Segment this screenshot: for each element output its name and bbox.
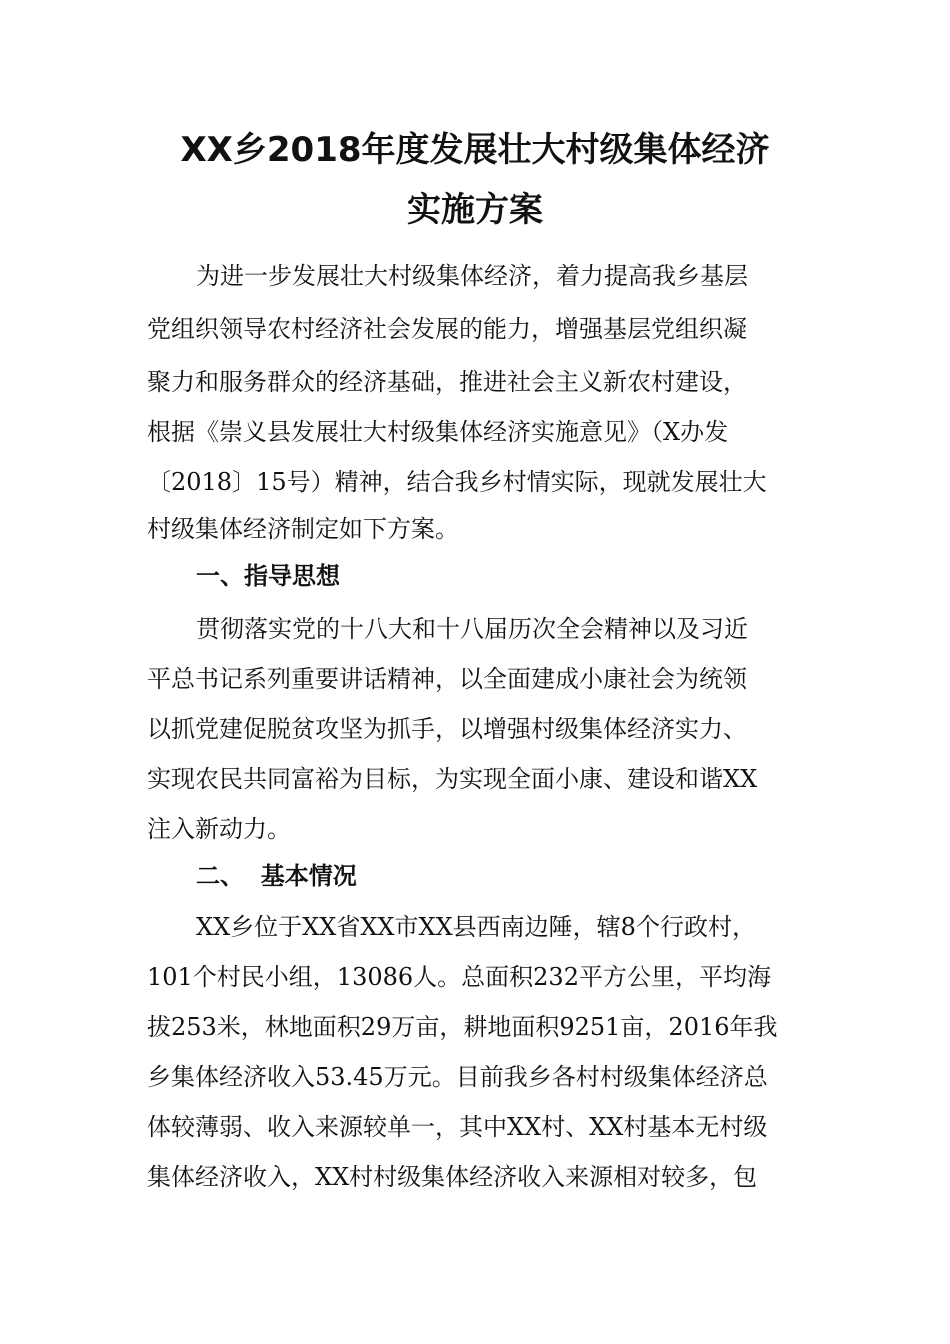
- intro-line: 〔2018〕15号）精神，结合我乡村情实际，现就发展壮大: [147, 468, 767, 496]
- section1-line: 贯彻落实党的十八大和十八届历次全会精神以及习近: [196, 615, 748, 643]
- intro-line: 村级集体经济制定如下方案。: [147, 515, 459, 543]
- section-heading-basic-situation: 二、 基本情况: [196, 862, 357, 890]
- section1-line: 平总书记系列重要讲话精神，以全面建成小康社会为统领: [147, 665, 747, 693]
- intro-line: 聚力和服务群众的经济基础，推进社会主义新农村建设，: [147, 368, 747, 396]
- intro-line: 为进一步发展壮大村级集体经济，着力提高我乡基层: [196, 262, 748, 290]
- intro-line: 党组织领导农村经济社会发展的能力，增强基层党组织凝: [147, 315, 747, 343]
- section2-line: 乡集体经济收入53.45万元。目前我乡各村村级集体经济总: [147, 1063, 768, 1091]
- document-title-line-2: 实施方案: [407, 190, 543, 230]
- section1-line: 实现农民共同富裕为目标，为实现全面小康、建设和谐XX: [147, 765, 758, 793]
- intro-line: 根据《崇义县发展壮大村级集体经济实施意见》（X办发: [147, 418, 729, 446]
- section2-line: 集体经济收入，XX村村级集体经济收入来源相对较多，包: [147, 1163, 758, 1191]
- section2-line: 拔253米，林地面积29万亩，耕地面积9251亩，2016年我: [147, 1013, 778, 1041]
- section1-line: 注入新动力。: [147, 815, 291, 843]
- section1-line: 以抓党建促脱贫攻坚为抓手，以增强村级集体经济实力、: [147, 715, 747, 743]
- document-title-line-1: XX乡2018年度发展壮大村级集体经济: [180, 130, 770, 170]
- section-heading-guiding-ideology: 一、指导思想: [196, 562, 340, 590]
- section2-line: 101个村民小组，13086人。总面积232平方公里，平均海: [147, 963, 771, 991]
- section2-line: 体较薄弱、收入来源较单一，其中XX村、XX村基本无村级: [147, 1113, 768, 1141]
- section2-line: XX乡位于XX省XX市XX县西南边陲，辖8个行政村，: [196, 913, 756, 941]
